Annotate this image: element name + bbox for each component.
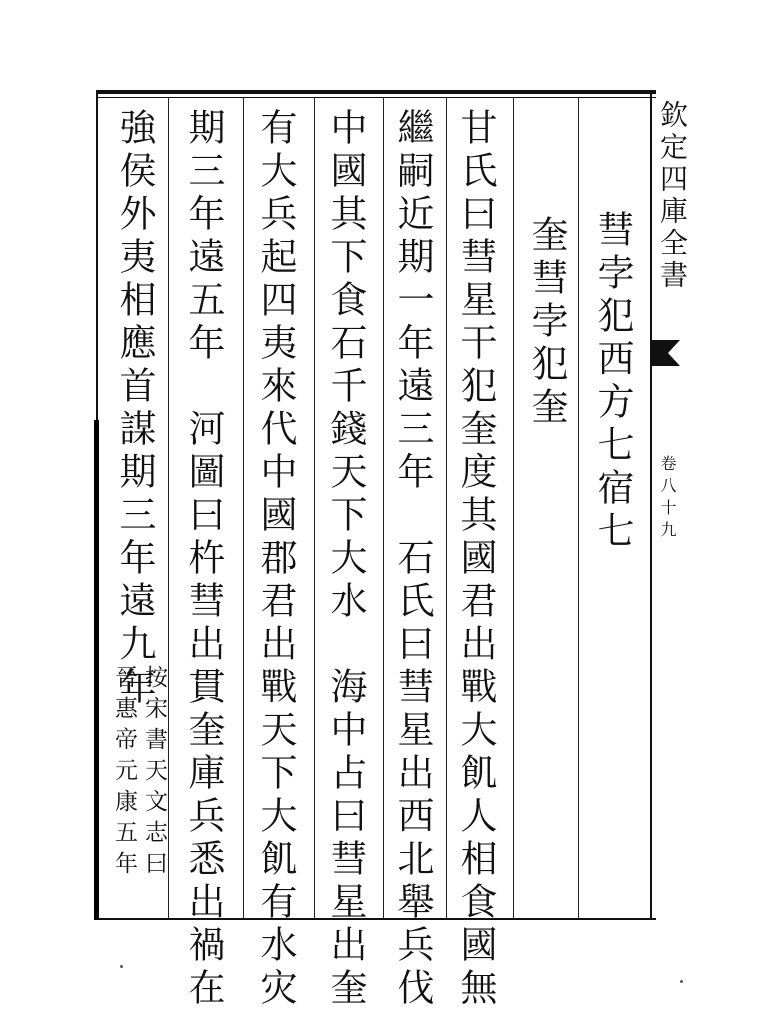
text-column: 期三年遠五年 河圖曰杵彗出貫奎庫兵悉出禍在 (182, 108, 225, 1011)
column-rule (314, 98, 315, 918)
text-column: 強侯外夷相應首謀期三年遠九年 (113, 108, 156, 710)
column-rule (513, 98, 514, 918)
annotation-note: 晉惠帝元康五年 (111, 665, 137, 882)
column-rule (243, 98, 244, 918)
annotation-note: 按宋書天文志曰 (141, 665, 167, 882)
column-rule (578, 98, 579, 918)
text-column: 中國其下食石千錢天下大水 海中占曰彗星出奎 (324, 108, 367, 1011)
column-rule (446, 98, 447, 918)
column-rule (168, 98, 169, 918)
frame-bottom-border (96, 918, 656, 920)
section-heading: 彗孛犯西方七宿七 (591, 210, 634, 554)
frame-left-thick-border (94, 420, 99, 920)
subsection-heading: 奎彗孛犯奎 (525, 215, 568, 430)
text-column: 甘氏曰彗星干犯奎度其國君出戰大飢人相食國無 (454, 108, 497, 1011)
frame-top-inner-border (96, 97, 656, 98)
margin-volume-number: 卷八十九 (658, 455, 677, 543)
column-rule (383, 98, 384, 918)
margin-book-title: 欽定四庫全書 (656, 100, 689, 292)
fish-tail-mark (650, 340, 680, 366)
text-column: 有大兵起四夷來代中國郡君出戰天下大飢有水灾 (254, 108, 297, 1011)
text-column: 繼嗣近期一年遠三年 石氏曰彗星出西北舉兵伐 (391, 108, 434, 1011)
frame-top-border (96, 90, 656, 94)
scan-speck (680, 980, 683, 983)
scan-speck (120, 965, 123, 968)
